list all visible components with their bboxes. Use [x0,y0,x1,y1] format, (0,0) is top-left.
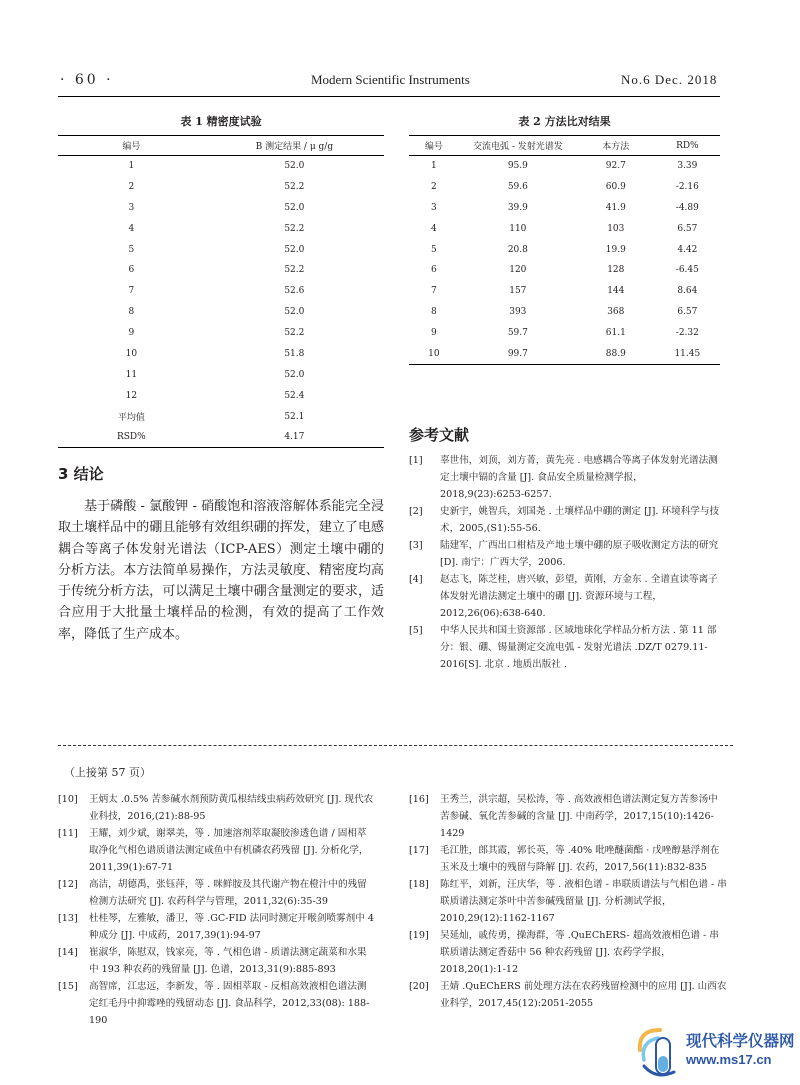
table-cell: 10 [428,348,440,359]
table-row [409,260,720,281]
reference-number: [15] [58,981,78,992]
table-cell: RSD% [116,432,146,443]
reference-number: [17] [409,845,429,856]
table-cell: 103 [607,223,625,234]
reference-number: [5] [409,625,423,636]
table-cell: 52.4 [284,390,305,401]
table-row [58,385,384,406]
table-cell: 20.8 [507,244,528,255]
table-row [58,302,384,323]
table-cell: 7 [431,286,437,297]
table-cell: -4.89 [675,202,699,213]
reference-number: [18] [409,879,429,890]
table-cell: 8 [128,307,135,318]
table-cell: 52.0 [284,369,305,380]
reference-item [409,503,720,537]
table2-header-row [409,136,720,156]
table-cell: 60.9 [605,181,626,192]
table-cell: 2 [128,181,135,192]
table-cell: 120 [509,265,527,276]
reference-item [58,825,376,876]
reference-text: 赵志飞，陈芝桂，唐兴敏，彭望，黄刚，方金东 . 全谱直读等离子体发射光谱法测定土壤中的硼 [J]. 资源环境与工程，2012,26(06):638-640. [440,574,718,619]
table-cell: 12 [125,390,138,401]
table-row [58,323,384,344]
table-cell: 2 [431,181,437,192]
reference-item [58,978,376,1029]
reference-item [409,791,727,842]
reference-number: [13] [58,913,78,924]
reference-number: [20] [409,981,429,992]
table-row [58,364,384,385]
reference-item [409,876,727,927]
table-cell: 59.6 [507,181,528,192]
conclusion-heading: 3 结论 [58,465,104,483]
table-cell: 4 [431,223,437,234]
header-rule [58,96,720,97]
table-cell: 52.1 [284,411,305,422]
reference-item [58,791,376,825]
table-cell: 52.2 [284,181,305,192]
references-heading: 参考文献 [409,426,470,444]
table-row [58,406,384,427]
table-cell: -2.16 [675,181,699,192]
reference-text: 王耀，刘少斌，谢翠美，等 . 加速溶剂萃取凝胶渗透色谱 / 固相萃取净化气相色谱质谱法测定咸鱼中有机磷农药残留 [J]. 分析化学，2011,39(1):67-71 [89,828,369,873]
table-cell: 6 [431,265,437,276]
table-row [409,323,720,344]
reference-number: [19] [409,930,429,941]
table-cell: 7 [128,286,135,297]
table-row [58,218,384,239]
table-row [409,302,720,323]
reference-item [409,571,720,622]
reference-number: [4] [409,574,423,585]
logo-site-name: 现代科学仪器网 [686,1032,795,1050]
reference-text: 杜桂琴，左雅敏，潘卫，等 .GC-FID 法同时测定开喉剑喷雾剂中 4 种成分 [J]. 中成药，2017,39(1):94-97 [89,913,374,941]
reference-item [58,876,376,910]
reference-text: 崔淑华，陈慰双，钱家亮，等 . 气相色谱 - 质谱法测定蔬菜和水果中 193 种农药的残留量 [J]. 色谱，2013,31(9):885-893 [89,947,367,975]
table-cell: 3 [128,202,135,213]
table-cell: 61.1 [605,328,626,339]
reference-number: [11] [58,828,78,839]
table-cell: 144 [607,286,625,297]
table-cell: 9 [431,328,437,339]
table-cell: 59.7 [507,328,528,339]
reference-text: 辜世伟，刘顶，刘方菁，黄先亮 . 电感耦合等离子体发射光谱法测定土壤中镉的含量 [J]. 食品安全质量检测学报，2018,9(23):6253-6257. [440,455,718,500]
column-header: 编号 [122,142,141,152]
table-row [409,176,720,197]
table-cell: 52.0 [284,202,305,213]
table1-caption: 表 1 精密度试验 [180,115,262,128]
precision-table [58,135,384,448]
table-cell: 3 [431,202,437,213]
table-cell: 52.2 [284,328,305,339]
section-divider [58,745,733,746]
table-cell: 368 [607,307,625,318]
table-cell: 52.0 [284,307,305,318]
table-cell: 4.42 [677,244,698,255]
column-header: B 测定结果 / μ g/g [255,142,334,152]
reference-text: 吴延灿，戚传勇，操海群，等 .QuEChERS- 超高效液相色谱 - 串联质谱法测定香菇中 56 种农药残留 [J]. 农药学学报，2018,20(1):1-12 [440,930,719,975]
table-cell: 51.8 [284,348,305,359]
reference-item [409,622,720,673]
table-cell: 6.57 [677,307,698,318]
table-cell: 99.7 [507,348,528,359]
continued-reference-list-left [58,791,376,1029]
table-cell: 95.9 [507,161,528,172]
table-row [409,239,720,260]
column-header: 本方法 [602,142,630,152]
table-cell: 88.9 [605,348,626,359]
reference-text: 高洁，胡德禹，张钰萍，等 . 咪鲜胺及其代谢产物在橙汁中的残留检测方法研究 [J]. 农药科学与管理，2011,32(6):35-39 [89,879,367,907]
reference-text: 史新宇，姚智兵，刘国尧 . 土壤样品中硼的测定 [J]. 环境科学与技术，2005,(S1):55-56. [440,506,720,534]
table-cell: 4 [128,223,135,234]
table-row [58,156,384,177]
table-cell: 4.17 [284,432,305,443]
table-cell: 6 [128,265,135,276]
table-cell: 11 [125,369,138,380]
column-header: 交流电弧 - 发射光谱发 [472,142,563,152]
table-cell: 8.64 [677,286,698,297]
table-row [58,176,384,197]
reference-text: 陆建军，广西出口柑桔及产地土壤中硼的原子吸收测定方法的研究 [D]. 南宁：广西大学，2006. [440,540,719,568]
table-cell: 平均值 [117,413,145,424]
table-cell: 92.7 [605,161,626,172]
table-cell: -2.32 [675,328,699,339]
logo-url: www.ms17.cn [686,1052,772,1067]
reference-list [409,452,720,673]
reference-item [409,537,720,571]
table-row [409,218,720,239]
table-row [58,427,384,448]
reference-text: 王炳太 .0.5% 苦参碱水剂预防黄瓜根结线虫病药效研究 [J]. 现代农业科技，2016,(21):88-95 [89,794,374,822]
table-row [409,281,720,302]
page-number: · 60 · [60,72,114,88]
table-row [58,260,384,281]
table-cell: 52.6 [284,286,305,297]
reference-text: 毛江胜，郎其霞，郭长英，等 .40% 吡唑醚菌酯 · 戊唑醇悬浮剂在玉米及土壤中的残留与降解 [J]. 农药，2017,56(11):832-835 [440,845,720,873]
reference-item [409,978,727,1012]
table2-caption: 表 2 方法比对结果 [518,115,611,128]
reference-number: [1] [409,455,423,466]
table-cell: 39.9 [507,202,528,213]
reference-item [409,927,727,978]
reference-number: [10] [58,794,78,805]
table-cell: 19.9 [605,244,626,255]
table-cell: 8 [431,307,437,318]
reference-text: 王婧 .QuEChERS 前处理方法在农药残留检测中的应用 [J]. 山西农业科学，2017,45(12):2051-2055 [440,981,727,1009]
reference-item [409,842,727,876]
table-cell: 5 [431,244,437,255]
reference-number: [12] [58,879,78,890]
reference-text: 王秀兰，洪宗超，吴松涛，等 . 高效液相色谱法测定复方苦参汤中苦参碱、氧化苦参碱的含量 [J]. 中南药学，2017,15(10):1426-1429 [440,794,718,839]
reference-item [409,452,720,503]
reference-text: 高智席，江忠远，李新发，等 . 固相萃取 - 反相高效液相色谱法测定红毛丹中抑霉唑的残留动态 [J]. 食品科学，2012,33(08): 188-190 [89,981,370,1026]
table-row [409,344,720,365]
reference-number: [16] [409,794,429,805]
table-cell: -6.45 [675,265,699,276]
table-cell: 52.0 [284,244,305,255]
table-cell: 10 [125,348,138,359]
table-cell: 1 [431,161,437,172]
table-cell: 41.9 [605,202,626,213]
table-cell: 6.57 [677,223,698,234]
table-cell: 52.0 [284,161,305,172]
reference-text: 陈红平，刘新，汪庆华，等 . 液相色谱 - 串联质谱法与气相色谱 - 串联质谱法测定茶叶中苦参碱残留量 [J]. 分析测试学报，2010,29(12):1162-1167 [440,879,727,924]
reference-text: 中华人民共和国土资源部 . 区域地球化学样品分析方法 . 第 11 部分：银、硼、锡量测定交流电弧 - 发射光谱法 .DZ/T 0279.11-2016[S]. 北京 . 地质出版社 . [440,625,717,670]
table-row [58,197,384,218]
journal-title: Modern Scientific Instruments [311,72,470,87]
table-cell: 9 [128,328,135,339]
table-cell: 128 [607,265,625,276]
issue-info: No.6 Dec. 2018 [621,72,718,87]
continued-label: （上接第 57 页） [64,766,151,779]
table-cell: 11.45 [674,348,701,359]
conclusion-text: 基于磷酸 - 氯酸钾 - 硝酸饱和溶液溶解体系能完全浸取土壤样品中的硼且能够有效组织硼的挥发，建立了电感耦合等离子体发射光谱法（ICP-AES）测定土壤中硼的分析方法。本方法简单易操作，方法灵敏度、精密度均高于传统分析方法，可以满足土壤中硼含量测定的要求，适合应用于大批量土壤样品的检测，有效的提高了工作效率，降低了生产成本。 [58,499,384,642]
table-row [58,281,384,302]
reference-item [58,944,376,978]
table-cell: 52.2 [284,223,305,234]
reference-number: [2] [409,506,423,517]
reference-number: [14] [58,947,78,958]
table-row [409,197,720,218]
reference-item [58,910,376,944]
table-cell: 52.2 [284,265,305,276]
reference-number: [3] [409,540,423,551]
table-cell: 157 [509,286,527,297]
table-cell: 110 [509,223,527,234]
table-cell: 393 [509,307,527,318]
continued-reference-list-right [409,791,727,1012]
table-cell: 3.39 [677,161,698,172]
table-cell: 5 [128,244,135,255]
table1-header-row [58,136,384,156]
table-row [409,156,720,177]
table-row [58,344,384,365]
table-cell: 1 [128,161,135,172]
table-row [58,239,384,260]
column-header: 编号 [424,142,443,152]
method-comparison-table [409,135,720,365]
column-header: RD% [676,140,699,151]
